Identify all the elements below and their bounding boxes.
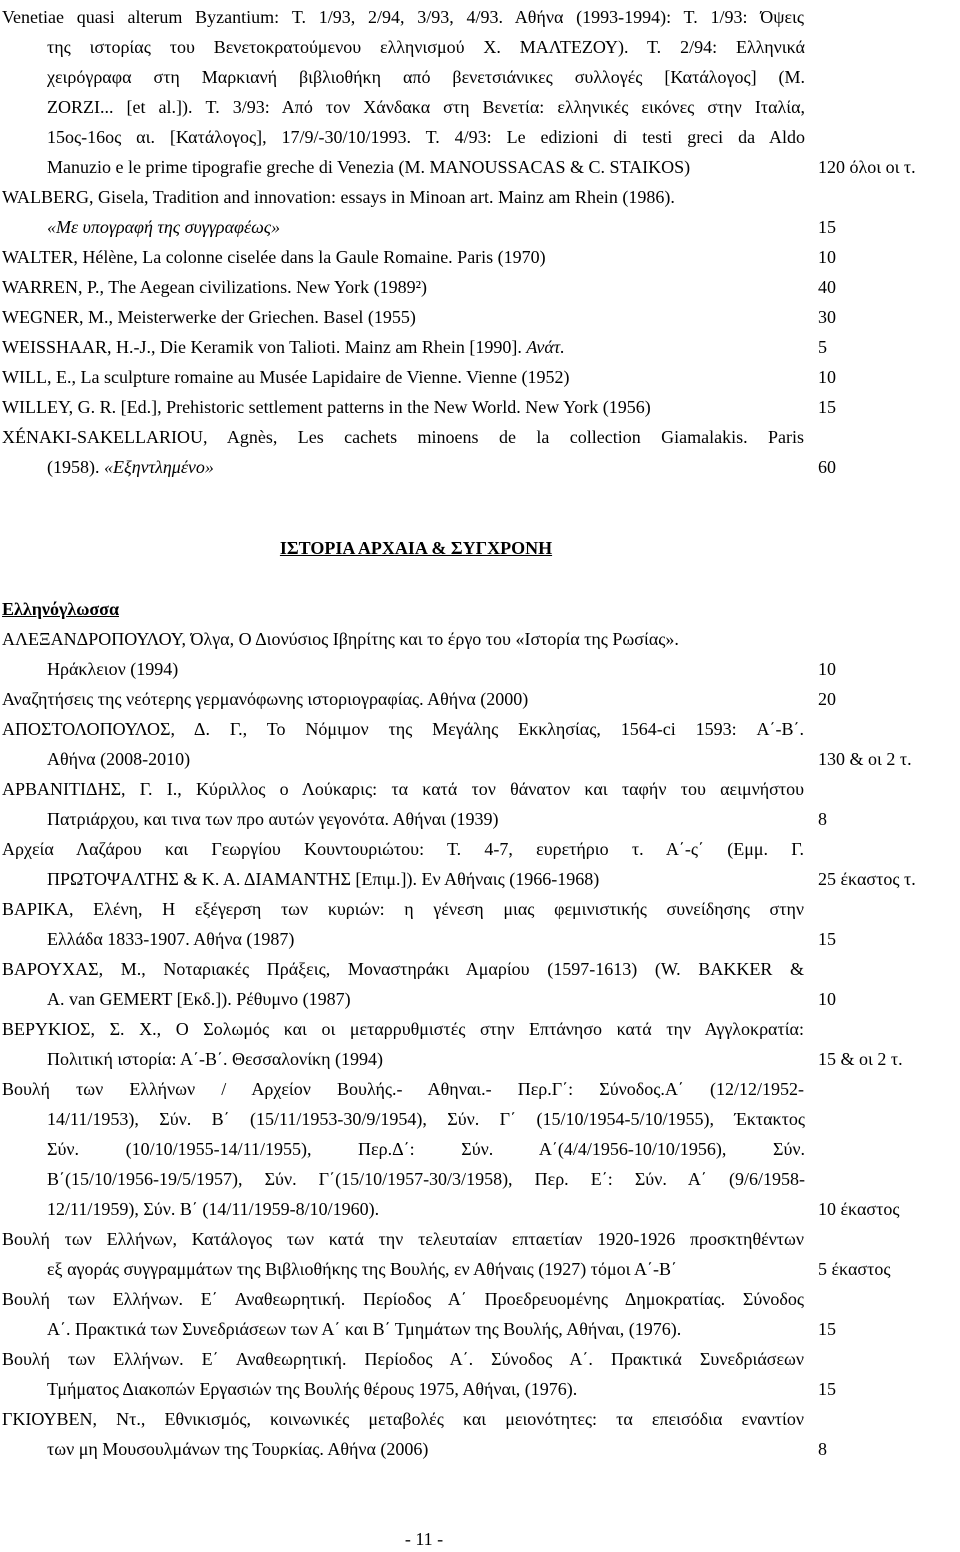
note-text: «Εξηντλημένο» (104, 457, 214, 477)
entry-line: Σύν. (10/10/1955-14/11/1955), Περ.Δ΄: Σύν. Α΄(4/4/1956-10/10/1956), Σύν. (47, 1139, 805, 1159)
entry-text: WEISSHAAR, H.-J., Die Keramik von Talioti. Mainz am Rhein [1990]. (2, 337, 527, 357)
entry-price: 130 & οι 2 τ. (818, 749, 912, 769)
entry-alexandropoulou: ΑΛΕΞΑΝΔΡΟΠΟΥΛΟΥ, Όλγα, Ο Διονύσιος Ιβηρίτης και το έργο του «Ιστορία της Ρωσίας». (2, 629, 679, 649)
entry-line: Venetiae quasi alterum Byzantium: Τ. 1/93, 2/94, 3/93, 4/93. Αθήνα (1993-1994): Τ. 1/93: Όψεις (2, 7, 804, 27)
entry-arvanitidis: ΑΡΒΑΝΙΤΙΔΗΣ, Γ. Ι., Κύριλλος ο Λούκαρις: τα κατά τον θάνατον και ταφήν του αειμνήστου (2, 779, 804, 799)
entry-line: Β΄(15/10/1956-19/5/1957), Σύν. Γ΄(15/10/1957-30/3/1958), Περ. Ε΄: Σύν. Α΄ (9/6/1958- (47, 1169, 805, 1189)
entry-line: της ιστορίας του Βενετοκρατούμενου ελληνισμού Χ. ΜΑΛΤΕΖΟΥ). Τ. 2/94: Ελληνικά (47, 37, 805, 57)
entry-note (47, 216, 280, 238)
note-text: Ανάτ. (526, 337, 565, 357)
entry-apostolopoulos: ΑΠΟΣΤΟΛΟΠΟΥΛΟΣ, Δ. Γ., Το Νόμιμον της Μεγάλης Εκκλησίας, 1564-ci 1593: Α΄-Β΄. (2, 719, 804, 739)
page-number: - 11 - (404, 1529, 444, 1549)
entry-price: 20 (818, 689, 836, 709)
entry-line: 14/11/1953), Σύν. Β΄ (15/11/1953-30/9/1954), Σύν. Γ΄ (15/10/1954-5/10/1955), Έκτακτος (47, 1109, 805, 1129)
entry-price: 120 όλοι οι τ. (818, 157, 916, 177)
entry-price: 15 (818, 929, 836, 949)
entry-price: 10 (818, 247, 836, 267)
entry-price: 15 (818, 1319, 836, 1339)
entry-price: 10 έκαστος (818, 1199, 900, 1219)
entry-varouxas: ΒΑΡΟΥΧΑΣ, Μ., Νοταριακές Πράξεις, Μοναστηράκι Αμαρίου (1597-1613) (W. BAKKER & (2, 959, 804, 979)
subsection-heading: Ελληνόγλωσσα (2, 599, 119, 619)
entry-line: Manuzio e le prime tipografie greche di Venezia (M. MANOUSSACAS & C. STAIKOS) (47, 157, 691, 177)
entry-price: 40 (818, 277, 836, 297)
entry-line: ΠΡΩΤΟΨΑΛΤΗΣ & Κ. Α. ΔΙΑΜΑΝΤΗΣ [Επιμ.]). Εν Αθήναις (1966-1968) (47, 869, 600, 889)
entry-line (47, 456, 214, 478)
entry-price: 5 (818, 337, 827, 357)
entry-line: Ελλάδα 1833-1907. Αθήνα (1987) (47, 929, 295, 949)
entry-price: 10 (818, 367, 836, 387)
entry-line: Πολιτική ιστορία: Α΄-Β΄. Θεσσαλονίκη (1994) (47, 1049, 384, 1069)
entry-anazitiseis: Αναζητήσεις της νεότερης γερμανόφωνης ιστοριογραφίας. Αθήνα (2000) (2, 689, 529, 709)
entry-xenaki: ΧÉNAKI-SAKELLARIOU, Agnès, Les cachets minoens de la collection Giamalakis. Paris (2, 427, 804, 447)
entry-price: 60 (818, 457, 836, 477)
entry-price: 15 (818, 1379, 836, 1399)
entry-verykios: ΒΕΡΥΚΙΟΣ, Σ. Χ., Ο Σολωμός και οι μεταρρυθμιστές στην Επτάνησο κατά την Αγγλοκρατία: (2, 1019, 804, 1039)
entry-line: Α΄. Πρακτικά των Συνεδριάσεων των Α΄ και Β΄ Τμημάτων της Βουλής, Αθήναι, (1976). (47, 1319, 682, 1339)
entry-varika: ΒΑΡΙΚΑ, Ελένη, Η εξέγερση των κυριών: η γένεση μιας φεμινιστικής συνείδησης στην (2, 899, 804, 919)
entry-line: A. van GEMERT [Εκδ.]). Ρέθυμνο (1987) (47, 989, 351, 1009)
entry-price: 10 (818, 659, 836, 679)
entry-line: χειρόγραφα στη Μαρκιανή βιβλιοθήκη από βενετσιάνικες συλλογές [Κατάλογος] (Μ. (47, 67, 805, 87)
entry-walter: WALTER, Hélène, La colonne ciselée dans la Gaule Romaine. Paris (1970) (2, 247, 546, 267)
entry-walberg: WALBERG, Gisela, Tradition and innovation: essays in Minoan art. Mainz am Rhein (1986). (2, 187, 675, 207)
note-text: «Με υπογραφή της συγγραφέως» (47, 217, 281, 237)
entry-line: των μη Μουσουλμάνων της Τουρκίας. Αθήνα (2006) (47, 1439, 429, 1459)
entry-line: εξ αγοράς συγγραμμάτων της Βιβλιοθήκης της Βουλής, εν Αθήναις (1927) τόμοι Α΄-Β΄ (47, 1259, 677, 1279)
entry-gkiouven: ΓΚΙΟΥΒΕΝ, Ντ., Εθνικισμός, κοινωνικές μεταβολές και μειονότητες: τα επεισόδια εναντίον (2, 1409, 804, 1429)
entry-vouli-katalogos: Βουλή των Ελλήνων, Κατάλογος των κατά την τελευταίαν επταετίαν 1920-1926 προσκτηθέντων (2, 1229, 804, 1249)
entry-price: 8 (818, 1439, 827, 1459)
entry-vouli-archeion: Βουλή των Ελλήνων / Αρχείον Βουλής.- Αθηναι.- Περ.Γ΄: Σύνοδος.Α΄ (12/12/1952- (2, 1079, 804, 1099)
entry-price: 5 έκαστος (818, 1259, 891, 1279)
entry-line: 12/11/1959), Σύν. Β΄ (14/11/1959-8/10/1960). (47, 1199, 380, 1219)
entry-line: Πατριάρχου, και τινα των προ αυτών γεγονότα. Αθήναι (1939) (47, 809, 499, 829)
entry-weisshaar (2, 336, 565, 358)
entry-line: Τμήματος Διακοπών Εργασιών της Βουλής θέρους 1975, Αθήναι, (1976). (47, 1379, 578, 1399)
entry-will: WILL, E., La sculpture romaine au Musée Lapidaire de Vienne. Vienne (1952) (2, 367, 570, 387)
entry-price: 10 (818, 989, 836, 1009)
entry-price: 8 (818, 809, 827, 829)
entry-wegner: WEGNER, M., Meisterwerke der Griechen. Basel (1955) (2, 307, 416, 327)
entry-price: 25 έκαστος τ. (818, 869, 916, 889)
entry-price: 15 (818, 217, 836, 237)
entry-text: (1958). (47, 457, 104, 477)
entry-price: 30 (818, 307, 836, 327)
entry-willey: WILLEY, G. R. [Ed.], Prehistoric settlement patterns in the New World. New York (1956) (2, 397, 651, 417)
entry-price: 15 (818, 397, 836, 417)
entry-line: ZORZI... [et al.]). Τ. 3/93: Από τον Χάνδακα στη Βενετία: ελληνικές εικόνες στην Ιταλία, (47, 97, 805, 117)
entry-line: 15ος-16ος αι. [Κατάλογος], 17/9/-30/10/1993. Τ. 4/93: Le edizioni di testi greci da Aldo (47, 127, 805, 147)
entry-warren: WARREN, P., The Aegean civilizations. New York (1989²) (2, 277, 428, 297)
entry-line: Ηράκλειον (1994) (47, 659, 179, 679)
entry-vouli-tmima: Βουλή των Ελλήνων. Ε΄ Αναθεωρητική. Περίοδος Α΄. Σύνοδος Α΄. Πρακτικά Συνεδριάσεων (2, 1349, 804, 1369)
entry-archeia: Αρχεία Λαζάρου και Γεωργίου Κουντουριώτου: Τ. 4-7, ευρετήριο τ. Α΄-ς΄ (Εμμ. Γ. (2, 839, 804, 859)
entry-vouli-praktika: Βουλή των Ελλήνων. Ε΄ Αναθεωρητική. Περίοδος Α΄ Προεδρευομένης Δημοκρατίας. Σύνοδος (2, 1289, 804, 1309)
entry-price: 15 & οι 2 τ. (818, 1049, 903, 1069)
section-heading: ΙΣΤΟΡΙΑ ΑΡΧΑΙΑ & ΣΥΓΧΡΟΝΗ (279, 538, 553, 558)
entry-line: Αθήνα (2008-2010) (47, 749, 191, 769)
